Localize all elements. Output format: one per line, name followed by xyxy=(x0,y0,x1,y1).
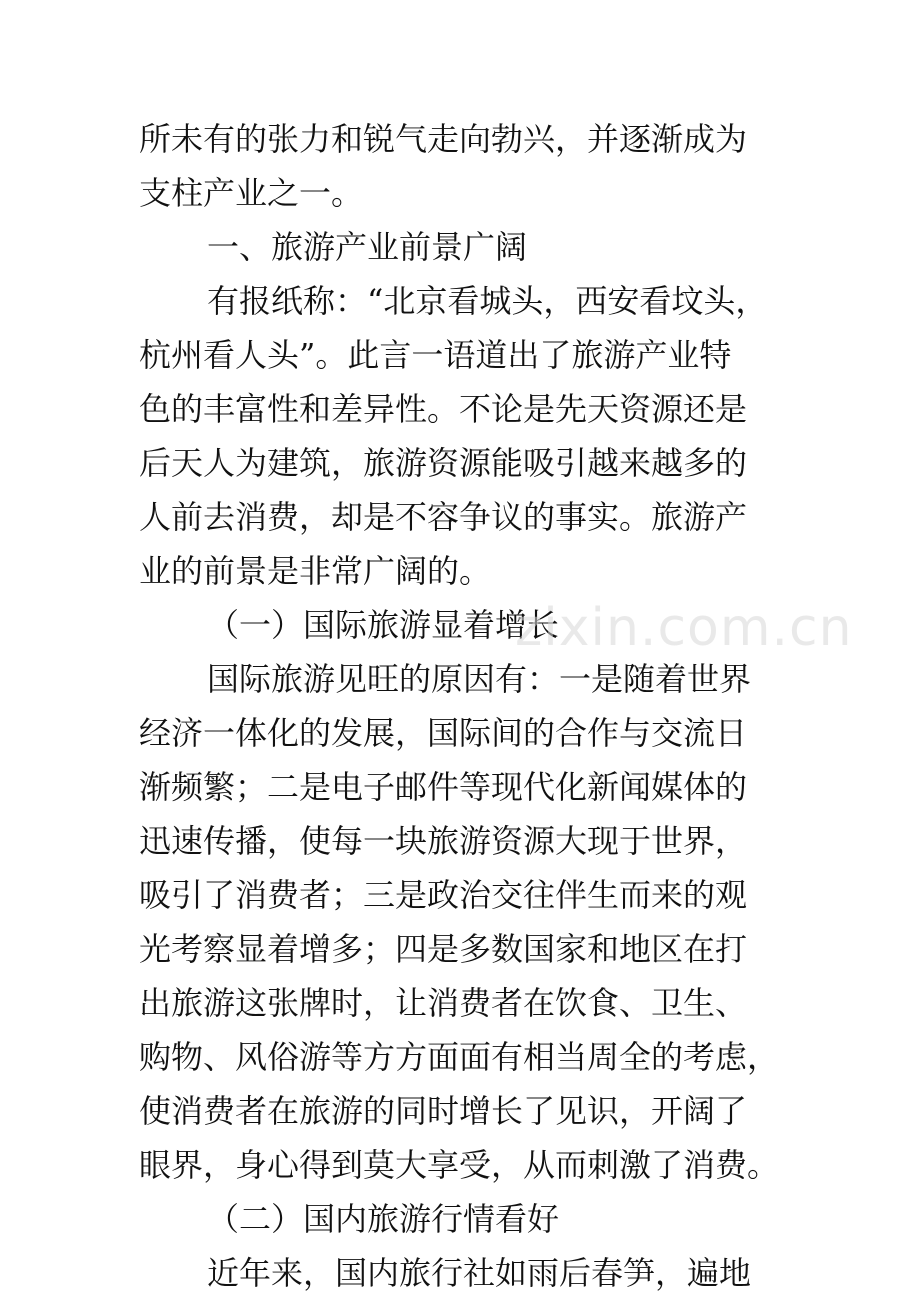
text-line: 有报纸称：“北京看城头，西安看坟头， xyxy=(207,282,768,320)
text-line: 出旅游这张牌时，让消费者在饮食、卫生、 xyxy=(139,984,748,1022)
text-line: 吸引了消费者；三是政治交往伴生而来的观 xyxy=(139,876,748,914)
body-text xyxy=(139,112,789,1300)
text-line: 所未有的张力和锐气走向勃兴，并逐渐成为 xyxy=(139,120,748,158)
text-line: 国际旅游见旺的原因有：一是随着世界 xyxy=(207,660,752,698)
text-line: 光考察显着增多；四是多数国家和地区在打 xyxy=(139,930,748,968)
text-line: 经济一体化的发展，国际间的合作与交流日 xyxy=(139,714,748,752)
text-line: 色的丰富性和差异性。不论是先天资源还是 xyxy=(139,390,748,428)
subsection-heading: （一）国际旅游显着增长 xyxy=(207,606,560,644)
text-line: 眼界，身心得到莫大享受，从而刺激了消费。 xyxy=(139,1146,780,1184)
text-line: 渐频繁；二是电子邮件等现代化新闻媒体的 xyxy=(139,768,748,806)
section-heading: 一、旅游产业前景广阔 xyxy=(207,228,528,266)
text-line: 人前去消费，却是不容争议的事实。旅游产 xyxy=(139,498,748,536)
text-line: 使消费者在旅游的同时增长了见识，开阔了 xyxy=(139,1092,748,1130)
text-line: 近年来，国内旅行社如雨后春笋，遍地 xyxy=(207,1254,752,1292)
text-line: 购物、风俗游等方方面面有相当周全的考虑， xyxy=(139,1038,780,1076)
subsection-heading: （二）国内旅游行情看好 xyxy=(207,1200,560,1238)
text-line: 迅速传播，使每一块旅游资源大现于世界， xyxy=(139,822,748,860)
text-line: 杭州看人头”。此言一语道出了旅游产业特 xyxy=(139,336,732,374)
watermark: zixin.com.cn xyxy=(515,598,853,658)
text-line: 后天人为建筑，旅游资源能吸引越来越多的 xyxy=(139,444,748,482)
text-line: 支柱产业之一。 xyxy=(139,174,364,212)
text-line: 业的前景是非常广阔的。 xyxy=(139,552,492,590)
